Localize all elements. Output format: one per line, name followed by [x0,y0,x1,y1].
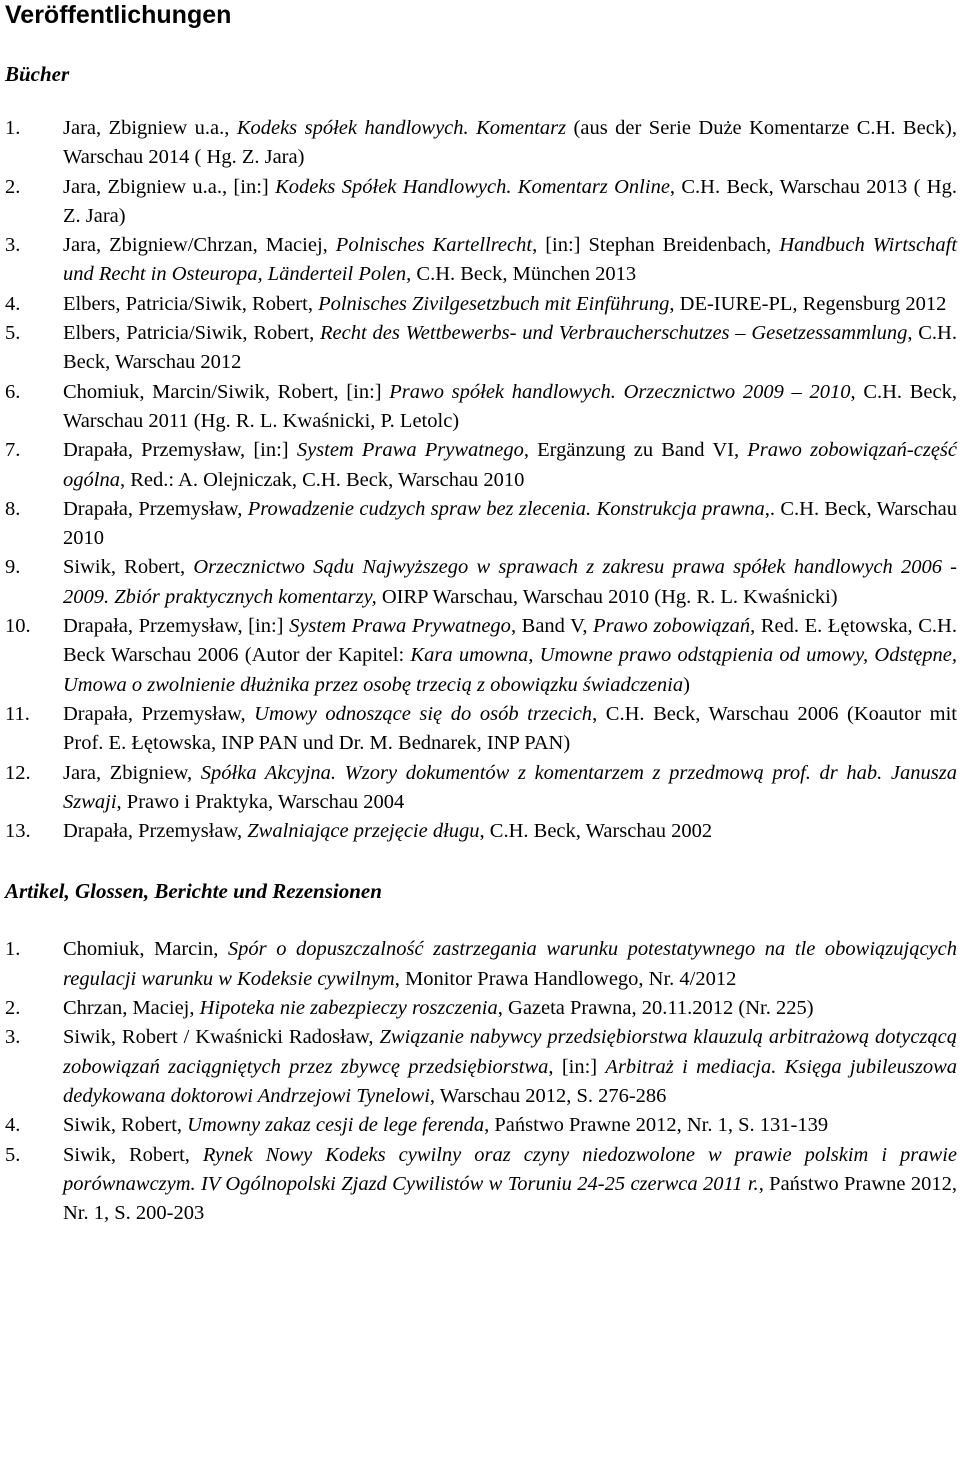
entry-title-italic: Orzecznictwo Sądu Najwyższego w sprawach z zakresu prawa spółek handlowych 2006 - 2009. Zbiór praktycznych komentarzy, [63,556,957,608]
entry-text: Jara, Zbigniew/Chrzan, Maciej, [63,234,336,257]
entry-text: , C.H. Beck, Warschau 2006 (Koautor mit Prof. E. Łętowska, INP PAN und Dr. M. Bednarek, INP PAN) [63,702,957,755]
publication-entry [5,759,957,818]
entry-text: Jara, Zbigniew, [63,761,201,784]
entry-text: Drapała, Przemysław, [63,497,248,520]
entry-title-italic: Recht des Wettbewerbs- und Verbraucherschutzes – Gesetzessammlung [320,322,908,345]
entry-number: 6. [5,380,21,403]
entry-text: , Monitor Prawa Handlowego, Nr. 4/2012 [394,967,737,990]
publication-entry [5,231,957,290]
publication-entry [5,1023,957,1111]
entry-text: Jara, Zbigniew u.a., [in:] [63,175,276,198]
entry-text: Chomiuk, Marcin/Siwik, Robert, [in:] [63,380,390,403]
entry-title-italic: Hipoteka nie zabezpieczy roszczenia [199,997,498,1020]
books-heading: Bücher [5,62,70,86]
entry-text: Siwik, Robert, [63,556,194,579]
entry-number: 3. [5,234,21,257]
entry-title-italic: Prawo spółek handlowych. Orzecznictwo 2009 – 2010 [389,380,851,403]
entry-title-italic: Umowny zakaz cesji de lege ferenda [187,1114,485,1137]
entry-text: Drapała, Przemysław, [63,820,248,843]
publication-entry [5,290,957,319]
entry-number: 4. [5,292,21,315]
entry-title-italic: System Prawa Prywatnego [289,615,511,638]
articles-list [5,935,957,1228]
entry-title-italic: Prawo zobowiązań-część ogólna [63,439,957,491]
entry-number: 8. [5,497,21,520]
entry-text: Elbers, Patricia/Siwik, Robert, [63,322,321,345]
entry-title-italic: Prowadzenie cudzych spraw bez zlecenia. Konstrukcja prawna [247,497,765,520]
entry-text: , Gazeta Prawna, 20.11.2012 (Nr. 225) [497,997,814,1020]
entry-number: 5. [5,322,21,345]
publication-entry [5,935,957,994]
entry-title-italic: Kodeks Spółek Handlowych. Komentarz Online [275,175,670,198]
entry-number: 12. [5,761,31,784]
entry-number: 5. [5,1143,21,1166]
entry-text: Siwik, Robert / Kwaśnicki Radosław, [63,1026,380,1049]
entry-title-italic: Handbuch Wirtschaft und Recht in Osteuropa, Länderteil Polen [63,234,958,286]
entry-text: , Ergänzung zu Band VI, [523,439,748,462]
entry-text: OIRP Warschau, Warschau 2010 (Hg. R. L. Kwaśnicki) [376,585,838,608]
entry-number: 10. [5,615,31,638]
entry-number: 4. [5,1114,21,1137]
entry-text: , Prawo i Praktyka, Warschau 2004 [116,790,405,813]
entry-title-italic: Arbitraż i mediacja. Księga jubileuszowa dedykowana doktorowi Andrzejowi Tynelowi [63,1055,957,1107]
publication-entry [5,700,957,759]
document-page [5,0,957,1228]
entry-text: Drapała, Przemysław, [in:] [63,615,290,638]
entry-text: Jara, Zbigniew u.a., [63,117,237,139]
entry-text: Elbers, Patricia/Siwik, Robert, [63,292,319,315]
entry-text: , C.H. Beck, Warschau 2011 (Hg. R. L. Kwaśnicki, P. Letolc) [63,380,957,432]
publication-entry [5,378,957,437]
publication-entry [5,114,957,173]
books-list [5,114,957,846]
publication-entry [5,612,957,700]
entry-text: ,. C.H. Beck, Warschau 2010 [63,497,957,550]
entry-title-italic: Kara umowna, Umowne prawo odstąpienia od umowy, Odstępne, Umowa o zwolnienie dłużnika przez osobę trzecią z obowiązku świadczenia [63,644,957,696]
entry-title-italic: Polnisches Kartellrecht [335,234,533,257]
entry-number: 3. [5,1026,21,1049]
entry-title-italic: Spór o dopuszczalność zastrzegania warunku potestatywnego na tle obowiązujących regulacji warunku w Kodeksie cywilnym [63,938,958,990]
entry-text: Chrzan, Maciej, [63,997,200,1020]
entry-text: , C.H. Beck, Warschau 2013 ( Hg. Z. Jara) [63,175,957,227]
publication-entry [5,817,957,846]
publication-entry [5,436,957,495]
entry-title-italic: Kodeks spółek handlowych. Komentarz [236,117,567,139]
entry-title-italic: System Prawa Prywatnego [296,439,524,462]
entry-number: 1. [5,117,21,139]
entry-title-italic: Umowy odnoszące się do osób trzecich [254,702,593,725]
publication-entry [5,495,957,554]
entry-text: Siwik, Robert, [63,1114,188,1137]
entry-text: , C.H. Beck, Warschau 2012 [63,322,957,374]
entry-text: , C.H. Beck, München 2013 [406,263,637,286]
entry-number: 9. [5,556,21,579]
entry-title-italic: Rynek Nowy Kodeks cywilny oraz czyny niedozwolone w prawie polskim i prawie porównawczym. IV Ogólnopolski Zjazd Cywilistów w Toruniu 24-25 czerwca 2011 r. [63,1143,957,1195]
entry-text: Drapała, Przemysław, [63,702,255,725]
entry-number: 13. [5,820,31,843]
entry-text: , [in:] Stephan Breidenbach, [532,234,780,257]
entry-number: 2. [5,997,21,1020]
entry-number: 1. [5,938,21,961]
entry-title-italic: Polnisches Zivilgesetzbuch mit Einführung [318,292,670,315]
publication-entry [5,1141,957,1229]
entry-text: (aus der Serie Duże Komentarze C.H. Beck), Warschau 2014 ( Hg. Z. Jara) [63,117,958,169]
publication-entry [5,994,957,1023]
entry-text: , Warschau 2012, S. 276-286 [429,1084,667,1107]
entry-text: , Band V, [510,615,594,638]
entry-title-italic: Zwalniające przejęcie długu [247,820,480,843]
entry-text: Siwik, Robert, [63,1143,203,1166]
page-title: Veröffentlichungen [5,1,232,29]
publication-entry [5,1111,957,1140]
entry-text: , DE-IURE-PL, Regensburg 2012 [669,292,947,315]
entry-text: , C.H. Beck, Warschau 2002 [479,820,713,843]
entry-title-italic: Związanie nabywcy przedsiębiorstwa klauzulą arbitrażową dotyczącą zobowiązań zaciągniętych przez zbywcę przedsiębiorstwa [63,1026,958,1078]
articles-heading: Artikel, Glossen, Berichte und Rezensionen [5,879,382,904]
publication-entry [5,553,957,612]
publication-entry [5,319,957,378]
entry-text: Drapała, Przemysław, [in:] [63,439,297,462]
entry-title-italic: Prawo zobowiązań [593,615,751,638]
entry-title-italic: Spółka Akcyjna. Wzory dokumentów z komentarzem z przedmową prof. dr hab. Janusza Szwaji [63,761,957,813]
publication-entry [5,173,957,232]
entry-number: 7. [5,439,21,462]
entry-text: Chomiuk, Marcin, [63,938,228,961]
entry-number: 2. [5,175,21,198]
entry-text: , [in:] [548,1055,606,1078]
entry-text: ) [683,673,690,696]
entry-number: 11. [5,702,30,725]
entry-text: , Red. E. Łętowska, C.H. Beck Warschau 2006 (Autor der Kapitel: [63,615,957,667]
entry-text: , Państwo Prawne 2012, Nr. 1, S. 200-203 [63,1172,957,1225]
entry-text: , Red.: A. Olejniczak, C.H. Beck, Warschau 2010 [119,468,525,491]
entry-text: , Państwo Prawne 2012, Nr. 1, S. 131-139 [484,1114,829,1137]
